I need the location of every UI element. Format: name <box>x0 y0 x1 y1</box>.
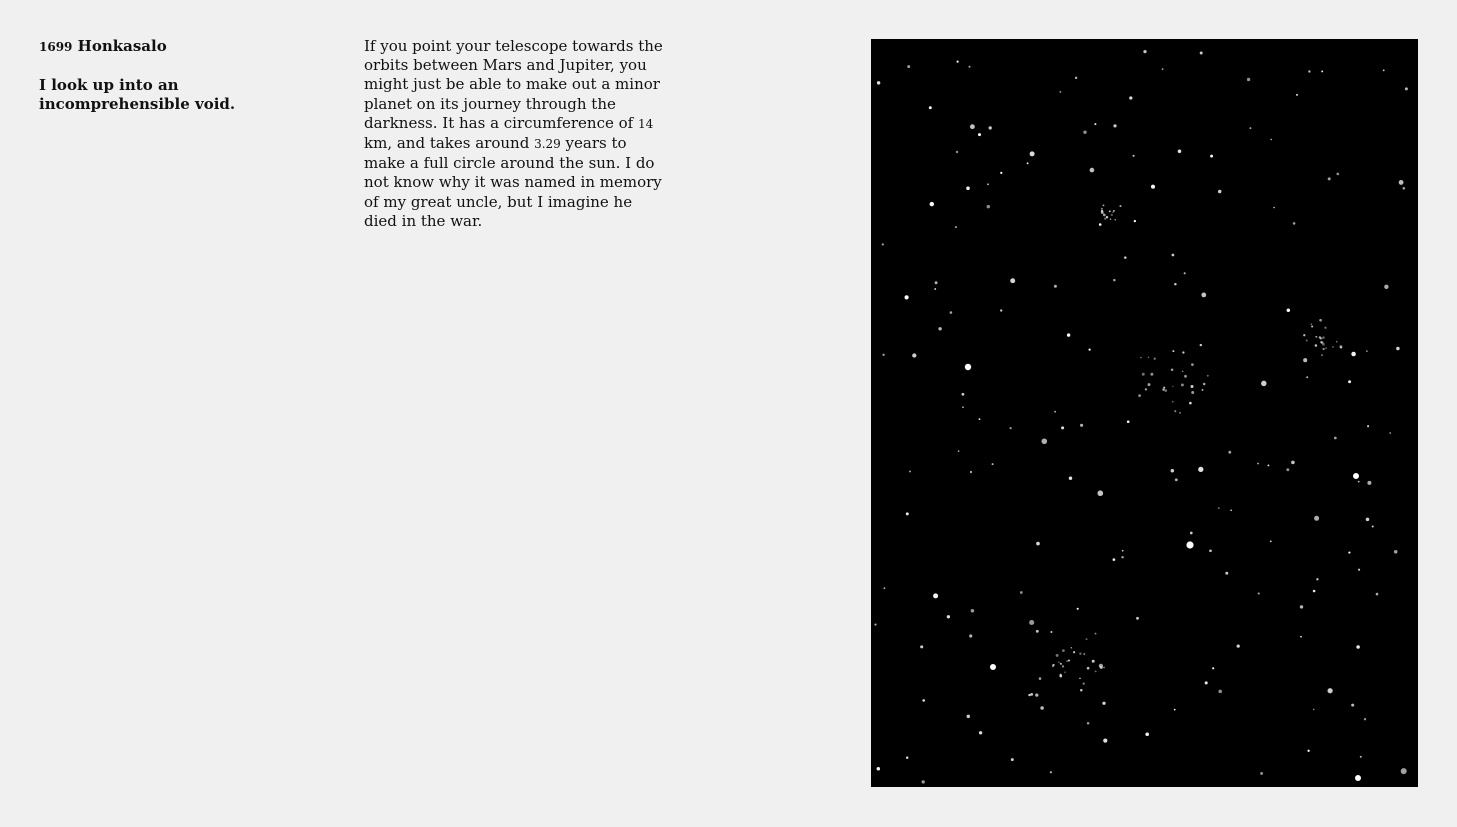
star <box>1336 341 1338 343</box>
star <box>1083 653 1085 655</box>
star <box>1079 653 1081 655</box>
star <box>1384 285 1388 289</box>
star <box>1321 354 1323 356</box>
star <box>1291 461 1295 465</box>
star <box>1267 464 1269 466</box>
star <box>1322 336 1324 338</box>
star <box>1061 426 1064 429</box>
star <box>1102 702 1105 705</box>
star <box>961 393 964 396</box>
star <box>1186 541 1193 548</box>
star <box>1138 394 1141 397</box>
star <box>1212 667 1214 669</box>
star <box>1092 660 1095 663</box>
star <box>1389 432 1391 434</box>
star <box>1405 87 1408 90</box>
star <box>1087 667 1090 670</box>
star <box>1313 590 1316 593</box>
star <box>1027 162 1029 164</box>
star <box>1101 208 1103 210</box>
star <box>979 731 982 734</box>
star <box>1207 375 1209 377</box>
star <box>965 364 971 370</box>
star <box>1353 473 1359 479</box>
star <box>1175 478 1178 481</box>
star <box>1306 340 1308 342</box>
star <box>874 624 876 626</box>
star <box>989 126 992 129</box>
star <box>1062 665 1064 667</box>
star <box>1113 558 1116 561</box>
star <box>1094 123 1096 125</box>
star <box>1355 775 1361 781</box>
star <box>1296 94 1298 96</box>
star <box>1148 356 1150 358</box>
star <box>1153 357 1155 359</box>
star <box>1073 651 1075 653</box>
star <box>1320 341 1322 343</box>
star <box>1287 309 1291 313</box>
star <box>1083 130 1086 133</box>
star <box>958 450 960 452</box>
star <box>1058 661 1059 662</box>
star <box>1066 660 1068 662</box>
star <box>1071 647 1073 649</box>
star <box>920 645 923 648</box>
star <box>1109 210 1111 212</box>
star <box>1249 127 1251 129</box>
star <box>1332 346 1333 347</box>
star <box>1000 309 1002 311</box>
star <box>1270 541 1272 543</box>
star <box>1068 659 1070 661</box>
star <box>1270 139 1272 141</box>
star <box>1103 667 1104 668</box>
star <box>1030 693 1033 696</box>
star <box>1172 386 1173 387</box>
star <box>1351 352 1356 357</box>
star <box>957 61 959 63</box>
body-paragraph <box>364 37 664 231</box>
star <box>1322 348 1324 350</box>
star <box>1273 207 1275 209</box>
star <box>1029 620 1034 625</box>
star <box>1200 344 1202 346</box>
entry-title <box>39 36 329 57</box>
star <box>970 471 972 473</box>
star <box>1054 285 1057 288</box>
star <box>882 354 884 356</box>
star <box>1327 688 1332 693</box>
star <box>1030 151 1035 156</box>
star <box>1000 172 1002 174</box>
star <box>1062 649 1065 652</box>
star <box>1300 636 1302 638</box>
star <box>1145 388 1147 390</box>
star <box>1303 358 1307 362</box>
star <box>1085 638 1087 640</box>
star <box>1218 190 1222 194</box>
star <box>1164 389 1167 392</box>
starfield-image <box>871 39 1418 787</box>
star <box>1247 78 1250 81</box>
star <box>1064 671 1066 673</box>
star <box>1136 617 1139 620</box>
star <box>934 288 936 290</box>
star <box>1056 654 1059 657</box>
star <box>1010 278 1015 283</box>
star <box>922 699 925 702</box>
star <box>1364 718 1366 720</box>
star <box>1103 214 1106 217</box>
star <box>1260 772 1263 775</box>
star <box>1182 351 1184 353</box>
star <box>1316 578 1318 580</box>
star <box>1103 739 1107 743</box>
star <box>978 133 981 136</box>
star <box>992 463 994 465</box>
star <box>1325 347 1327 349</box>
star <box>1174 283 1176 285</box>
star <box>1396 347 1400 351</box>
entry-subtitle: I look up into an incomprehensible void. <box>39 76 236 113</box>
star <box>1172 401 1174 403</box>
star <box>1011 758 1014 761</box>
star <box>1104 218 1106 220</box>
star <box>1060 663 1062 665</box>
star <box>1181 383 1184 386</box>
star <box>882 243 884 245</box>
star <box>1036 630 1039 633</box>
star <box>1069 476 1072 479</box>
star <box>930 202 934 206</box>
star <box>1127 420 1130 423</box>
star <box>935 281 938 284</box>
star <box>1088 348 1090 350</box>
star <box>1191 391 1194 394</box>
star <box>1237 644 1240 647</box>
star <box>1009 427 1011 429</box>
star <box>1261 381 1267 387</box>
body-text-part-3: years to make a full circle around the sun. I do not know why it was named in memory of my great uncle, but I imagine he died in the war. <box>364 134 662 230</box>
star <box>1097 490 1103 496</box>
star <box>1101 211 1104 214</box>
star <box>1228 451 1231 454</box>
star <box>987 183 989 185</box>
star <box>1190 532 1193 535</box>
star <box>962 406 964 408</box>
star <box>1200 52 1203 55</box>
star <box>1050 631 1052 633</box>
entry-name: Honkasalo <box>77 37 167 55</box>
star <box>1143 50 1146 53</box>
star <box>1319 336 1321 338</box>
star <box>1140 357 1141 358</box>
star <box>1311 326 1313 328</box>
star <box>1099 223 1102 226</box>
star <box>1112 211 1114 213</box>
star <box>1209 549 1212 552</box>
star <box>1054 411 1056 413</box>
star <box>1314 516 1319 521</box>
star <box>947 615 950 618</box>
star <box>1080 689 1082 691</box>
star <box>1334 437 1337 440</box>
star <box>1189 402 1192 405</box>
star <box>1162 68 1164 70</box>
star <box>1134 220 1136 222</box>
star <box>912 353 916 357</box>
star <box>1300 605 1303 608</box>
star <box>1039 677 1042 680</box>
star <box>1150 373 1153 376</box>
star <box>1205 681 1208 684</box>
star <box>904 295 908 299</box>
star <box>969 634 972 637</box>
star <box>877 81 880 84</box>
star <box>1059 91 1061 93</box>
star <box>1328 177 1331 180</box>
star <box>1075 77 1077 79</box>
star <box>1348 552 1350 554</box>
star <box>1322 343 1325 346</box>
star <box>1151 185 1155 189</box>
entry-number: 1699 <box>39 40 73 54</box>
body-text-part-1: If you point your telescope towards the orbits between Mars and Jupiter, you might just be able to make out a minor planet on its journey through the darkness. It has a circumference of <box>364 37 663 132</box>
star <box>1367 481 1371 485</box>
star <box>1020 591 1023 594</box>
star <box>966 187 970 191</box>
star <box>971 609 975 613</box>
star <box>1321 70 1323 72</box>
star <box>1178 150 1182 154</box>
star <box>1319 319 1322 322</box>
star <box>922 780 925 783</box>
star <box>1059 675 1062 678</box>
star <box>1162 388 1164 390</box>
star <box>1376 593 1379 596</box>
star <box>1399 180 1404 185</box>
body-text-part-2: km, and takes around <box>364 134 535 153</box>
star <box>1348 380 1351 383</box>
star <box>1172 254 1175 257</box>
circumference-value: 14 <box>637 116 654 131</box>
star <box>1356 645 1360 649</box>
star <box>1258 592 1260 594</box>
star <box>1142 373 1145 376</box>
star <box>967 715 970 718</box>
star <box>1191 385 1194 388</box>
star <box>1358 481 1360 483</box>
star <box>877 767 881 771</box>
star <box>1172 350 1174 352</box>
entry-heading <box>39 36 329 114</box>
star <box>1121 556 1123 558</box>
star <box>1286 468 1289 471</box>
star <box>1366 518 1370 522</box>
star <box>1315 344 1318 347</box>
starfield-photo <box>871 39 1418 787</box>
star <box>1184 272 1186 274</box>
orbit-years-value: 3.29 <box>534 137 561 152</box>
star <box>1306 376 1308 378</box>
star <box>1095 670 1097 672</box>
star <box>1119 205 1121 207</box>
star <box>938 327 941 330</box>
star <box>1133 155 1135 157</box>
star <box>1115 219 1116 220</box>
star <box>1036 542 1040 546</box>
star <box>1336 173 1339 176</box>
star <box>1077 608 1079 610</box>
star <box>1090 168 1095 173</box>
star <box>1179 412 1181 414</box>
star <box>1067 333 1070 336</box>
star <box>1174 709 1176 711</box>
star <box>1203 383 1206 386</box>
star <box>1198 467 1203 472</box>
star <box>1050 771 1052 773</box>
star <box>1218 507 1220 509</box>
star <box>1210 155 1213 158</box>
star <box>1163 387 1165 389</box>
star <box>990 664 996 670</box>
star <box>1310 323 1312 325</box>
star <box>884 587 886 589</box>
star <box>979 418 981 420</box>
star <box>1366 350 1368 352</box>
star <box>1303 334 1305 336</box>
star <box>1394 550 1398 554</box>
star <box>1122 550 1124 552</box>
star <box>1383 69 1385 71</box>
star <box>909 470 911 472</box>
star <box>1358 569 1360 571</box>
star <box>1372 526 1374 528</box>
star <box>1218 690 1222 694</box>
star <box>1313 709 1315 711</box>
star <box>1307 750 1309 752</box>
star <box>1095 633 1097 635</box>
star <box>1129 96 1132 99</box>
star <box>1171 469 1174 472</box>
star <box>1040 706 1044 710</box>
star <box>907 65 910 68</box>
star <box>970 124 975 129</box>
star <box>1293 222 1296 225</box>
star <box>1315 336 1317 338</box>
star <box>1079 678 1081 680</box>
star <box>1148 383 1151 386</box>
star <box>1111 214 1113 216</box>
star <box>1351 704 1354 707</box>
star <box>1257 463 1259 465</box>
star <box>1225 572 1228 575</box>
star <box>1110 218 1112 220</box>
star <box>1202 389 1204 391</box>
star <box>1308 70 1310 72</box>
star <box>1184 375 1187 378</box>
star <box>906 757 908 759</box>
star <box>929 106 932 109</box>
star <box>1113 279 1116 282</box>
star <box>956 151 958 153</box>
star <box>1191 363 1194 366</box>
star <box>1171 369 1174 372</box>
star <box>1113 124 1116 127</box>
star <box>1041 438 1047 444</box>
star <box>1106 216 1108 218</box>
star <box>969 66 971 68</box>
star <box>1145 733 1149 737</box>
star <box>1174 410 1176 412</box>
star <box>1083 682 1085 684</box>
star <box>987 205 991 209</box>
star <box>1401 768 1407 774</box>
star <box>906 512 909 515</box>
star <box>1367 425 1369 427</box>
star <box>1201 293 1206 298</box>
star <box>933 593 938 598</box>
star <box>1080 424 1083 427</box>
star <box>1100 666 1103 669</box>
star <box>1124 256 1127 259</box>
star <box>1403 187 1406 190</box>
star <box>950 311 953 314</box>
star <box>1182 371 1183 372</box>
star <box>1103 204 1105 206</box>
star <box>1324 327 1326 329</box>
star <box>1087 722 1090 725</box>
star <box>1052 665 1054 667</box>
star <box>1035 693 1038 696</box>
star <box>1360 756 1362 758</box>
star <box>955 226 957 228</box>
star <box>1230 509 1232 511</box>
star <box>1340 347 1342 349</box>
